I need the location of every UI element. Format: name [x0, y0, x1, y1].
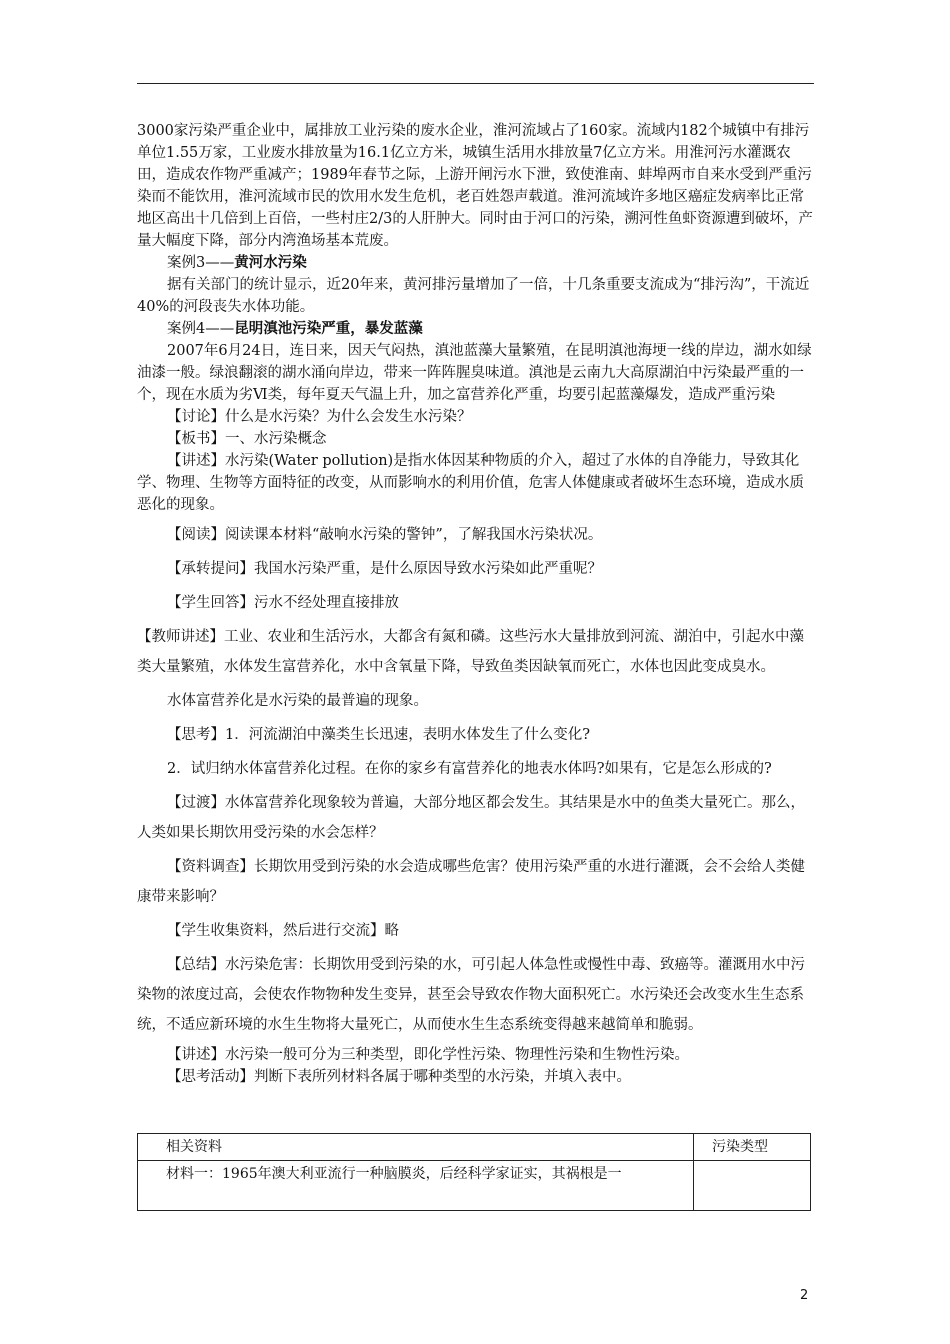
pollution-type-table — [137, 1133, 811, 1211]
paragraph: 【讨论】什么是水污染？为什么会发生水污染？ — [167, 409, 472, 425]
paragraph: 【过渡】水体富营养化现象较为普遍，大部分地区都会发生。其结果是水中的鱼类大量死亡。那么，人类如果长期饮用受污染的水会怎样？ — [137, 795, 805, 841]
case-title: 昆明滇池污染严重，暴发蓝藻 — [234, 320, 423, 337]
table-header-cell: 污染类型 — [694, 1134, 811, 1161]
table-row — [138, 1161, 811, 1211]
paragraph: 【教师讲述】工业、农业和生活污水，大都含有氮和磷。这些污水大量排放到河流、湖泊中，引起水中藻类大量繁殖，水体发生富营养化，水中含氧量下降，导致鱼类因缺氧而死亡，水体也因此变成臭水。 — [137, 629, 804, 675]
paragraph: 【学生回答】污水不经处理直接排放 — [167, 595, 399, 611]
document-body — [137, 120, 817, 1088]
paragraph — [137, 252, 817, 274]
table-cell: 材料一：1965年澳大利亚流行一种脑膜炎，后经科学家证实，其祸根是一 — [138, 1161, 694, 1211]
table-header-row — [138, 1134, 811, 1161]
case-label: 案例4—— — [167, 321, 235, 337]
paragraph: 【板书】一、水污染概念 — [167, 431, 327, 447]
page-number: 2 — [800, 1288, 809, 1303]
paragraph — [137, 318, 817, 340]
paragraph: 【思考】1．河流湖泊中藻类生长迅速，表明水体发生了什么变化? — [167, 727, 590, 743]
paragraph: 【思考活动】判断下表所列材料各属于哪种类型的水污染，并填入表中。 — [167, 1069, 631, 1085]
paragraph: 【承转提问】我国水污染严重，是什么原因导致水污染如此严重呢？ — [167, 561, 602, 577]
paragraph: 【讲述】水污染一般可分为三种类型，即化学性污染、物理性污染和生物性污染。 — [167, 1047, 689, 1063]
case-title: 黄河水污染 — [234, 254, 307, 271]
paragraph: 【总结】水污染危害：长期饮用受到污染的水，可引起人体急性或慢性中毒、致癌等。灌溉用水中污染物的浓度过高，会使农作物物种发生变异，甚至会导致农作物大面积死亡。水污染还会改变水生生态系统，不适应新环境的水生生物将大量死亡，从而使水生生态系统变得越来越简单和脆弱。 — [137, 957, 805, 1033]
table-cell — [694, 1161, 811, 1211]
header-rule — [137, 83, 814, 84]
paragraph: 水体富营养化是水污染的最普遍的现象。 — [167, 693, 428, 709]
paragraph: 2007年6月24日，连日来，因天气闷热，滇池蓝藻大量繁殖，在昆明滇池海埂一线的岸边，湖水如绿油漆一般。绿浪翻滚的湖水涌向岸边，带来一阵阵腥臭味道。滇池是云南九大高原湖泊中污染最严重的一个，现在水质为劣Ⅵ类，每年夏天气温上升，加之富营养化严重，均要引起蓝藻爆发，造成严重污染 — [137, 343, 812, 403]
paragraph: 【讲述】水污染(Water pollution)是指水体因某种物质的介入，超过了水体的自净能力，导致其化学、物理、生物等方面特征的改变，从而影响水的利用价值，危害人体健康或者破坏生态环境，造成水质恶化的现象。 — [137, 453, 804, 513]
paragraph: 2．试归纳水体富营养化过程。在你的家乡有富营养化的地表水体吗?如果有，它是怎么形成的? — [167, 761, 772, 777]
paragraph: 【资料调查】长期饮用受到污染的水会造成哪些危害？使用污染严重的水进行灌溉，会不会给人类健康带来影响？ — [137, 859, 805, 905]
paragraph: 据有关部门的统计显示，近20年来，黄河排污量增加了一倍，十几条重要支流成为“排污沟”，干流近40%的河段丧失水体功能。 — [137, 277, 810, 315]
paragraph: 3000家污染严重企业中，属排放工业污染的废水企业，淮河流域占了160家。流域内182个城镇中有排污单位1.55万家，工业废水排放量为16.1亿立方米，城镇生活用水排放量7亿立方米。用淮河污水灌溉农田，造成农作物严重减产；1989年春节之际，上游开闸污水下泄，致使淮南、蚌埠两市自来水受到严重污染而不能饮用，淮河流域市民的饮用水发生危机，老百姓怨声载道。淮河流域许多地区癌症发病率比正常地区高出十几倍到上百倍，一些村庄2/3的人肝肿大。同时由于河口的污染，溯河性鱼虾资源遭到破坏，产量大幅度下降，部分内湾渔场基本荒废。 — [137, 123, 813, 249]
case-label: 案例3—— — [167, 255, 235, 271]
table-header-cell: 相关资料 — [138, 1134, 694, 1161]
paragraph: 【学生收集资料，然后进行交流】略 — [167, 923, 399, 939]
paragraph: 【阅读】阅读课本材料“敲响水污染的警钟”，了解我国水污染状况。 — [167, 527, 603, 543]
